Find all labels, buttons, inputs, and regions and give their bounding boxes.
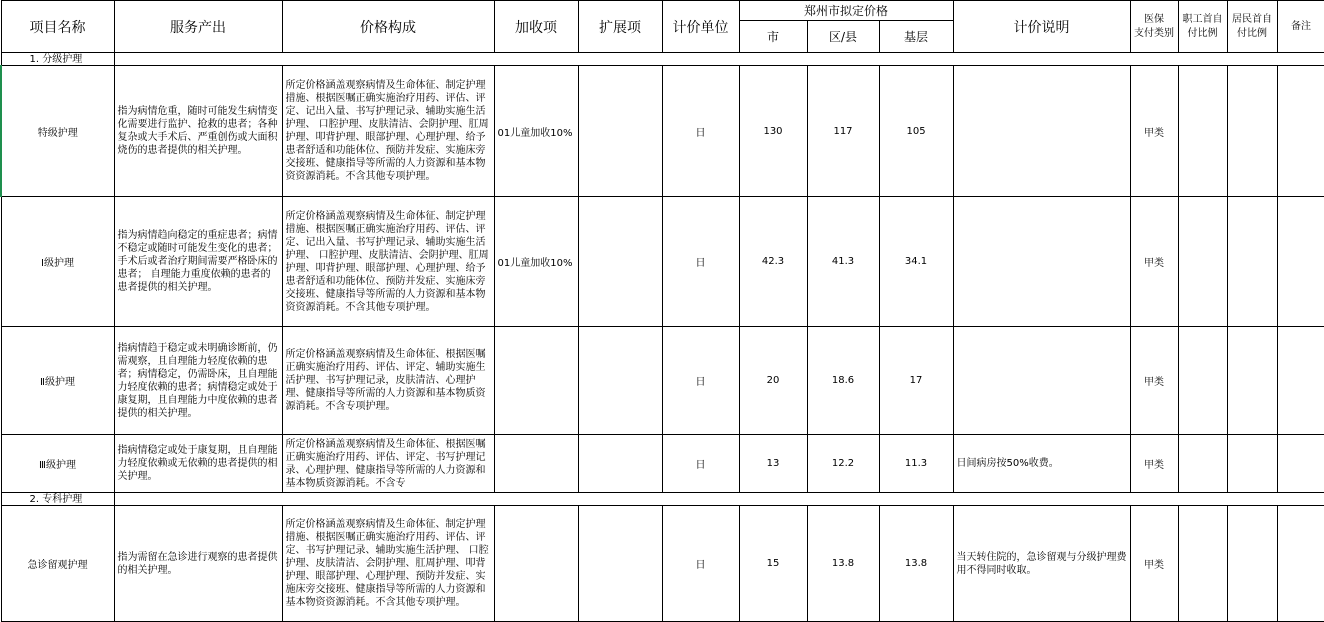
section-empty[interactable] [114,53,1324,66]
col-header-surcharge[interactable]: 加收项 [494,1,578,53]
cell-surcharge[interactable] [494,506,578,622]
cell-insurance[interactable]: 甲类 [1130,197,1178,327]
cell-note[interactable] [953,197,1130,327]
cell-output[interactable]: 指病情稳定或处于康复期，且自理能力轻度依赖或无依赖的患者提供的相关护理。 [114,435,282,493]
cell-composition[interactable]: 所定价格涵盖观察病情及生命体征、制定护理措施、根据医嘱正确实施治疗用药、评估、评定、记出入量、书写护理记录、辅助实施生活护理、 口腔护理、皮肤清洁、会阴护理、肛周护理、叩背护理、眼部护理、心理护理、给予患者舒适和功能体位、预防并发症、实施床旁交接班、健康指导等所需的人力资源和基本物资资源消耗。不含其他专项护理。 [282,66,494,197]
cell-surcharge[interactable] [494,327,578,435]
cell-worker[interactable] [1178,435,1227,493]
cell-extension[interactable] [578,435,662,493]
col-header-extension[interactable]: 扩展项 [578,1,662,53]
cell-insurance[interactable]: 甲类 [1130,66,1178,197]
cell-output[interactable]: 指病情趋于稳定或未明确诊断前，仍需观察，且自理能力轻度依赖的患者；病情稳定，仍需卧床，且自理能力轻度依赖的患者；病情稳定或处于康复期，且自理能力中度依赖的患者提供的相关护理。 [114,327,282,435]
col-header-output[interactable]: 服务产出 [114,1,282,53]
cell-unit[interactable]: 日 [662,327,739,435]
table-row [1,66,1324,197]
section-title[interactable]: 2. 专科护理 [1,493,114,506]
cell-name[interactable]: 特级护理 [1,66,114,197]
cell-composition-text: 所定价格涵盖观察病情及生命体征、根据医嘱正确实施治疗用药、评估、评定、书写护理记录、心理护理、健康指导等所需的人力资源和基本物质资源消耗。不含专 [285,438,486,489]
cell-worker[interactable] [1178,66,1227,197]
cell-unit[interactable]: 日 [662,506,739,622]
col-header-insurance-line2: 支付类别 [1134,27,1175,39]
cell-surcharge[interactable]: 01儿童加收10% [494,66,578,197]
col-header-price-group[interactable]: 郑州市拟定价格 [739,1,953,21]
col-header-grassroots[interactable]: 基层 [879,21,953,53]
col-header-worker[interactable] [1178,1,1227,53]
cell-city[interactable]: 20 [739,327,807,435]
cell-city[interactable]: 13 [739,435,807,493]
cell-surcharge[interactable]: 01儿童加收10% [494,197,578,327]
col-header-insurance-line1: 医保 [1144,13,1165,25]
cell-extension[interactable] [578,197,662,327]
cell-worker[interactable] [1178,506,1227,622]
col-header-resident[interactable] [1227,1,1277,53]
cell-remark[interactable] [1277,327,1324,435]
cell-grassroots[interactable]: 17 [879,327,953,435]
section-title[interactable]: 1. 分级护理 [1,53,114,66]
cell-extension[interactable] [578,66,662,197]
table-row [1,327,1324,435]
section-empty[interactable] [114,493,1324,506]
col-header-composition[interactable]: 价格构成 [282,1,494,53]
cell-worker[interactable] [1178,327,1227,435]
cell-surcharge[interactable] [494,435,578,493]
cell-insurance[interactable]: 甲类 [1130,506,1178,622]
cell-district[interactable]: 41.3 [807,197,879,327]
cell-name[interactable]: 急诊留观护理 [1,506,114,622]
col-header-remark[interactable]: 备注 [1277,1,1324,53]
col-header-insurance[interactable] [1130,1,1178,53]
cell-insurance[interactable]: 甲类 [1130,327,1178,435]
cell-grassroots[interactable]: 11.3 [879,435,953,493]
col-header-city[interactable]: 市 [739,21,807,53]
cell-remark[interactable] [1277,66,1324,197]
cell-district[interactable]: 13.8 [807,506,879,622]
cell-grassroots[interactable]: 105 [879,66,953,197]
cell-resident[interactable] [1227,506,1277,622]
cell-remark[interactable] [1277,506,1324,622]
cell-unit[interactable]: 日 [662,197,739,327]
cell-note[interactable] [953,327,1130,435]
cell-extension[interactable] [578,327,662,435]
cell-resident[interactable] [1227,66,1277,197]
cell-grassroots[interactable]: 13.8 [879,506,953,622]
cell-output[interactable]: 指为需留在急诊进行观察的患者提供的相关护理。 [114,506,282,622]
col-header-district[interactable]: 区/县 [807,21,879,53]
cell-city[interactable]: 130 [739,66,807,197]
cell-note[interactable]: 当天转住院的，急诊留观与分级护理费用不得同时收取。 [953,506,1130,622]
table-row [1,506,1324,622]
cell-composition[interactable]: 所定价格涵盖观察病情及生命体征、制定护理措施、根据医嘱正确实施治疗用药、评估、评定、书写护理记录、辅助实施生活护理、 口腔护理、皮肤清洁、会阴护理、肛周护理、叩背护理、眼部护理、心理护理、预防并发症、实施床旁交接班、健康指导等所需的人力资源和基本物资资源消耗。不含其他专项护理。 [282,506,494,622]
cell-output[interactable]: 指为病情趋向稳定的重症患者；病情不稳定或随时可能发生变化的患者；手术后或者治疗期间需要严格卧床的患者； 自理能力重度依赖的患者的患者提供的相关护理。 [114,197,282,327]
cell-worker[interactable] [1178,197,1227,327]
cell-name[interactable]: Ⅲ级护理 [1,435,114,493]
cell-name[interactable]: Ⅰ级护理 [1,197,114,327]
cell-grassroots[interactable]: 34.1 [879,197,953,327]
col-header-worker-line1: 职工首自 [1182,13,1223,25]
cell-note[interactable]: 日间病房按50%收费。 [953,435,1130,493]
section-row [1,493,1324,506]
cell-insurance[interactable]: 甲类 [1130,435,1178,493]
cell-composition[interactable] [282,435,494,493]
cell-unit[interactable]: 日 [662,66,739,197]
header-row [1,1,1324,21]
table-row [1,435,1324,493]
col-header-worker-line2: 付比例 [1187,27,1218,39]
cell-city[interactable]: 42.3 [739,197,807,327]
cell-composition[interactable]: 所定价格涵盖观察病情及生命体征、制定护理措施、根据医嘱正确实施治疗用药、评估、评定、记出入量、书写护理记录、辅助实施生活护理、 口腔护理、皮肤清洁、会阴护理、肛周护理、叩背护理、眼部护理、心理护理、给予患者舒适和功能体位、预防并发症、实施床旁交接班、健康指导等所需的人力资源和基本物资资源消耗。不含其他专项护理。 [282,197,494,327]
col-header-resident-line1: 居民首自 [1232,13,1273,25]
cell-output[interactable]: 指为病情危重，随时可能发生病情变化需要进行监护、抢救的患者；各种复杂或大手术后、严重创伤或大面积烧伤的患者提供的相关护理。 [114,66,282,197]
cell-unit[interactable]: 日 [662,435,739,493]
col-header-name[interactable]: 项目名称 [1,1,114,53]
cell-remark[interactable] [1277,435,1324,493]
section-row [1,53,1324,66]
cell-note[interactable] [953,66,1130,197]
cell-composition[interactable]: 所定价格涵盖观察病情及生命体征、根据医嘱正确实施治疗用药、评估、评定、辅助实施生活护理、书写护理记录，皮肤清洁、心理护理、健康指导等所需的人力资源和基本物质资源消耗。不含专项护理。 [282,327,494,435]
col-header-unit[interactable]: 计价单位 [662,1,739,53]
cell-district[interactable]: 12.2 [807,435,879,493]
cell-remark[interactable] [1277,197,1324,327]
cell-name[interactable]: Ⅱ级护理 [1,327,114,435]
col-header-note[interactable]: 计价说明 [953,1,1130,53]
cell-district[interactable]: 18.6 [807,327,879,435]
col-header-resident-line2: 付比例 [1237,27,1268,39]
cell-district[interactable]: 117 [807,66,879,197]
table-row [1,197,1324,327]
cell-resident[interactable] [1227,327,1277,435]
cell-city[interactable]: 15 [739,506,807,622]
cell-extension[interactable] [578,506,662,622]
cell-resident[interactable] [1227,435,1277,493]
cell-resident[interactable] [1227,197,1277,327]
